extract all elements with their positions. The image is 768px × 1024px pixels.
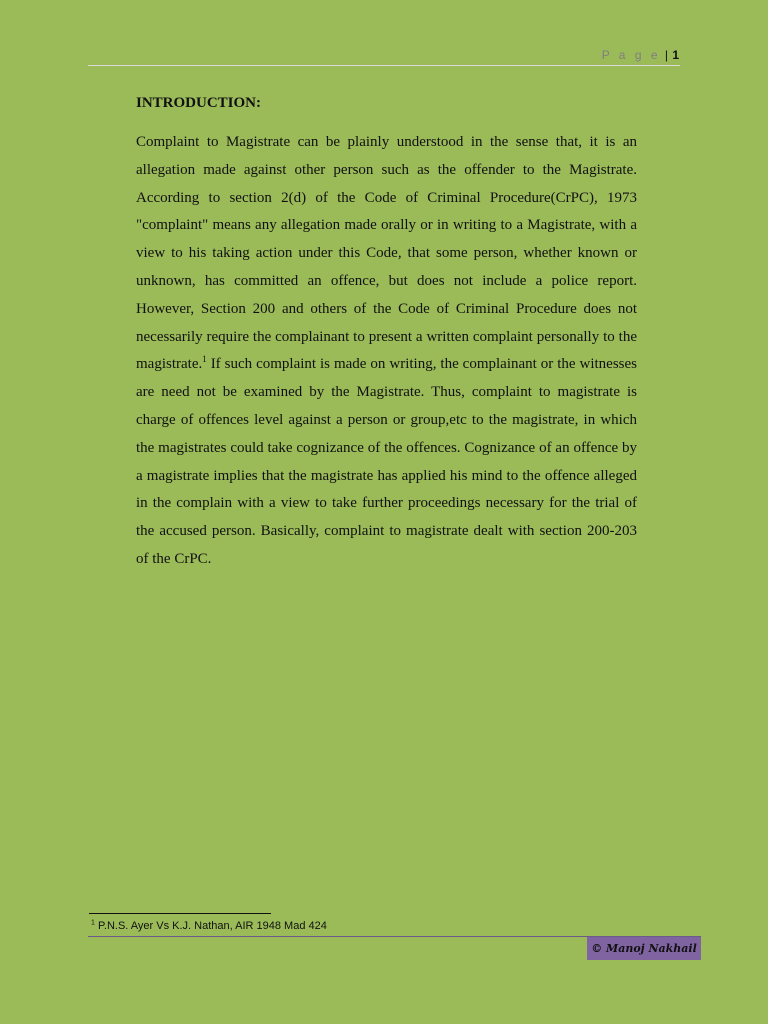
header-rule: [88, 65, 680, 66]
page-number: 1: [672, 48, 679, 62]
author-watermark: © Manoj Nakhail: [587, 937, 701, 960]
page-separator: |: [664, 48, 668, 62]
section-title: INTRODUCTION:: [136, 95, 262, 111]
footnote: [91, 919, 327, 933]
body-paragraph: [136, 129, 637, 574]
page-label: P a g e: [601, 48, 661, 62]
page-header: [602, 47, 679, 63]
footnote-mark: 1: [91, 919, 95, 927]
paragraph-text-part-1: Complaint to Magistrate can be plainly understood in the sense that, it is an allegation made against other person such as the offender to the Magistrate. According to section 2(d) of the Code of Criminal Procedure(CrPC), 1973 "complaint" means any allegation made orally or in writing to a Magistrate, with a view to his taking action under this Code, that some person, whether known or unknown, has committed an offence, but does not include a police report. However, Section 200 and others of the Code of Criminal Procedure does not necessarily require the complainant to present a written complaint personally to the magistrate.: [136, 134, 637, 373]
footnote-separator: [89, 913, 271, 914]
paragraph-text-part-2: If such complaint is made on writing, the complainant or the witnesses are need not be examined by the Magistrate. Thus, complaint to magistrate is charge of offences level against a person or group,etc to the magistrate, in which the magistrates could take cognizance of the offences. Cognizance of an offence by a magistrate implies that the magistrate has applied his mind to the offence alleged in the complain with a view to take further proceedings necessary for the trial of the accused person. Basically, complaint to magistrate dealt with section 200-203 of the CrPC.: [136, 356, 637, 567]
footnote-text: P.N.S. Ayer Vs K.J. Nathan, AIR 1948 Mad 424: [94, 920, 327, 932]
footnote-reference[interactable]: 1: [202, 354, 207, 365]
